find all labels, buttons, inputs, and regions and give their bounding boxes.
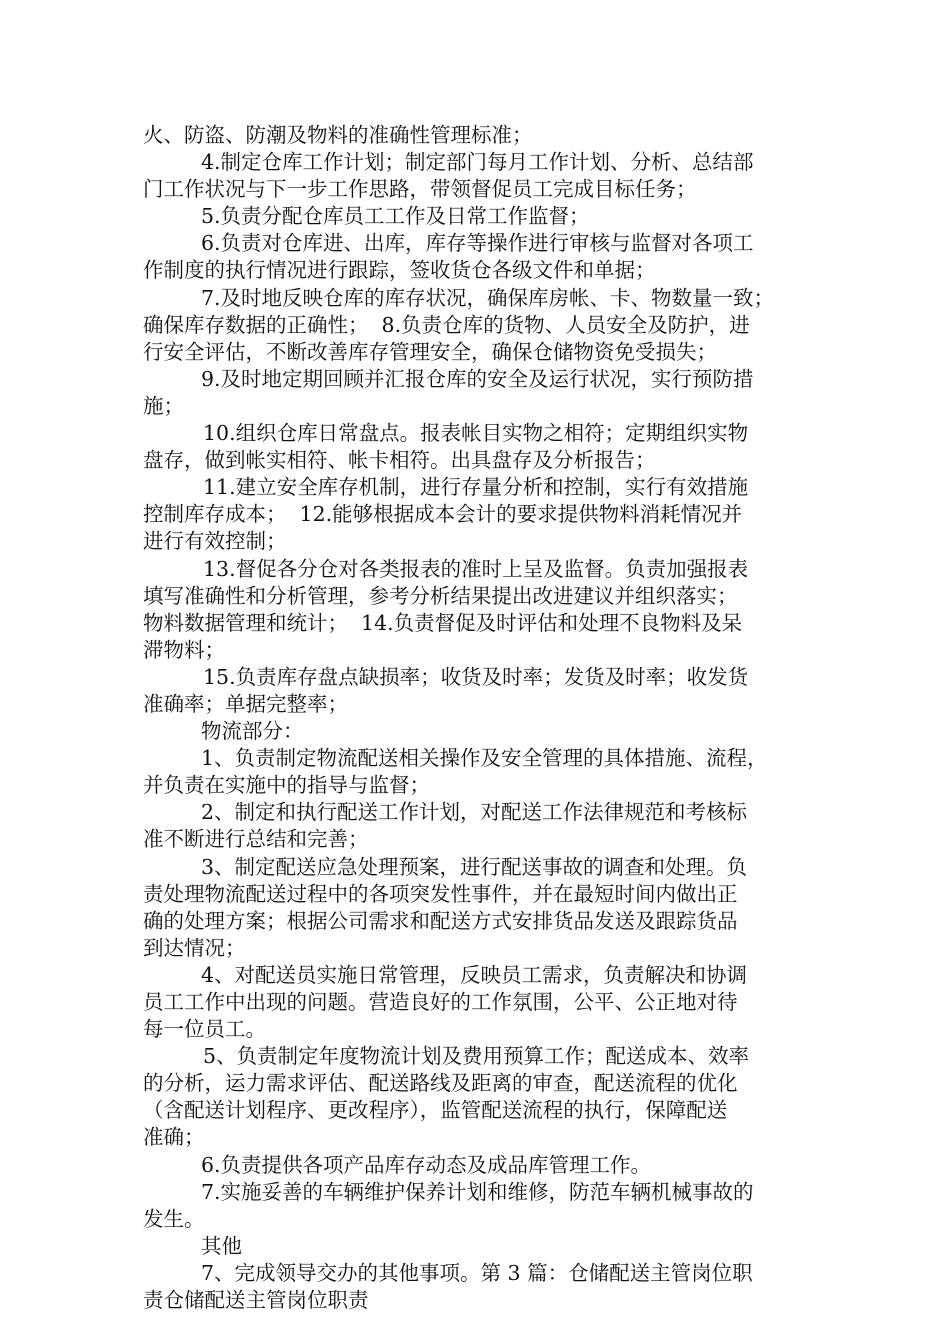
- text-line: 确的处理方案；根据公司需求和配送方式安排货品发送及跟踪货品: [143, 908, 738, 933]
- text-line: 3、制定配送应急处理预案，进行配送事故的调查和处理。负: [201, 854, 748, 879]
- text-line: 15.负责库存盘点缺损率；收货及时率；发货及时率；收发货: [203, 664, 749, 689]
- text-line: 并负责在实施中的指导与监督；: [143, 773, 430, 798]
- text-line: 发生。: [143, 1206, 205, 1231]
- text-line: 控制库存成本； 12.能够根据成本会计的要求提供物料消耗情况并: [143, 502, 743, 527]
- text-line: 7.及时地反映仓库的库存状况，确保库房帐、卡、物数量一致；: [201, 285, 775, 310]
- text-line: 2、制定和执行配送工作计划，对配送工作法律规范和考核标: [201, 800, 748, 825]
- text-line: 滞物料；: [143, 637, 225, 662]
- text-line: 确保库存数据的正确性； 8.负责仓库的货物、人员安全及防护，进: [143, 312, 750, 337]
- text-line: 填写准确性和分析管理，参考分析结果提出改进建议并组织落实；: [143, 583, 738, 608]
- text-line: 责仓储配送主管岗位职责: [143, 1288, 369, 1313]
- text-line: 盘存，做到帐实相符、帐卡相符。出具盘存及分析报告；: [143, 448, 656, 473]
- text-line: 准确；: [143, 1125, 205, 1150]
- text-line: 6.负责对仓库进、出库，库存等操作进行审核与监督对各项工: [201, 231, 754, 256]
- text-line: 1、负责制定物流配送相关操作及安全管理的具体措施、流程，: [201, 746, 768, 771]
- text-line: 准不断进行总结和完善；: [143, 827, 369, 852]
- text-line: 每一位员工。: [143, 1017, 266, 1042]
- text-line: 员工工作中出现的问题。营造良好的工作氛围，公平、公正地对待: [143, 990, 738, 1014]
- text-line: 11.建立安全库存机制，进行存量分析和控制，实行有效措施: [203, 475, 749, 500]
- text-line: 火、防盗、防潮及物料的准确性管理标准；: [143, 123, 533, 147]
- text-line: 10.组织仓库日常盘点。报表帐目实物之相符；定期组织实物: [203, 421, 749, 446]
- text-line: （含配送计划程序、更改程序），监管配送流程的执行，保障配送: [143, 1098, 728, 1123]
- text-line: 物料数据管理和统计； 14.负责督促及时评估和处理不良物料及呆: [143, 610, 743, 635]
- text-line: 物流部分：: [201, 719, 304, 744]
- text-line: 责处理物流配送过程中的各项突发性事件，并在最短时间内做出正: [143, 881, 738, 906]
- text-line: 7、完成领导交办的其他事项。第 3 篇：仓储配送主管岗位职: [201, 1260, 753, 1285]
- text-line: 到达情况；: [143, 935, 246, 960]
- text-line: 9.及时地定期回顾并汇报仓库的安全及运行状况，实行预防措: [201, 366, 754, 391]
- text-line: 4、对配送员实施日常管理，反映员工需求，负责解决和协调: [201, 962, 748, 987]
- text-line: 其他: [201, 1233, 242, 1258]
- text-line: 门工作状况与下一步工作思路，带领督促员工完成目标任务；: [143, 177, 697, 202]
- document-body: [143, 122, 815, 1314]
- text-line: 施；: [143, 393, 184, 418]
- text-line: 行安全评估，不断改善库存管理安全，确保仓储物资免受损失；: [143, 339, 717, 364]
- text-line: 的分析，运力需求评估、配送路线及距离的审查，配送流程的优化: [143, 1071, 738, 1096]
- text-line: 13.督促各分仓对各类报表的准时上呈及监督。负责加强报表: [203, 556, 749, 581]
- text-line: 7.实施妥善的车辆维护保养计划和维修，防范车辆机械事故的: [201, 1179, 754, 1204]
- text-line: 5.负责分配仓库员工工作及日常工作监督；: [201, 204, 590, 229]
- text-line: 准确率；单据完整率；: [143, 691, 348, 716]
- text-line: 4.制定仓库工作计划；制定部门每月工作计划、分析、总结部: [201, 150, 754, 175]
- text-line: 进行有效控制；: [143, 529, 287, 554]
- text-line: 作制度的执行情况进行跟踪，签收货仓各级文件和单据；: [143, 258, 656, 283]
- text-line: 6.负责提供各项产品库存动态及成品库管理工作。: [201, 1152, 652, 1177]
- text-line: 5、负责制定年度物流计划及费用预算工作；配送成本、效率: [203, 1044, 750, 1069]
